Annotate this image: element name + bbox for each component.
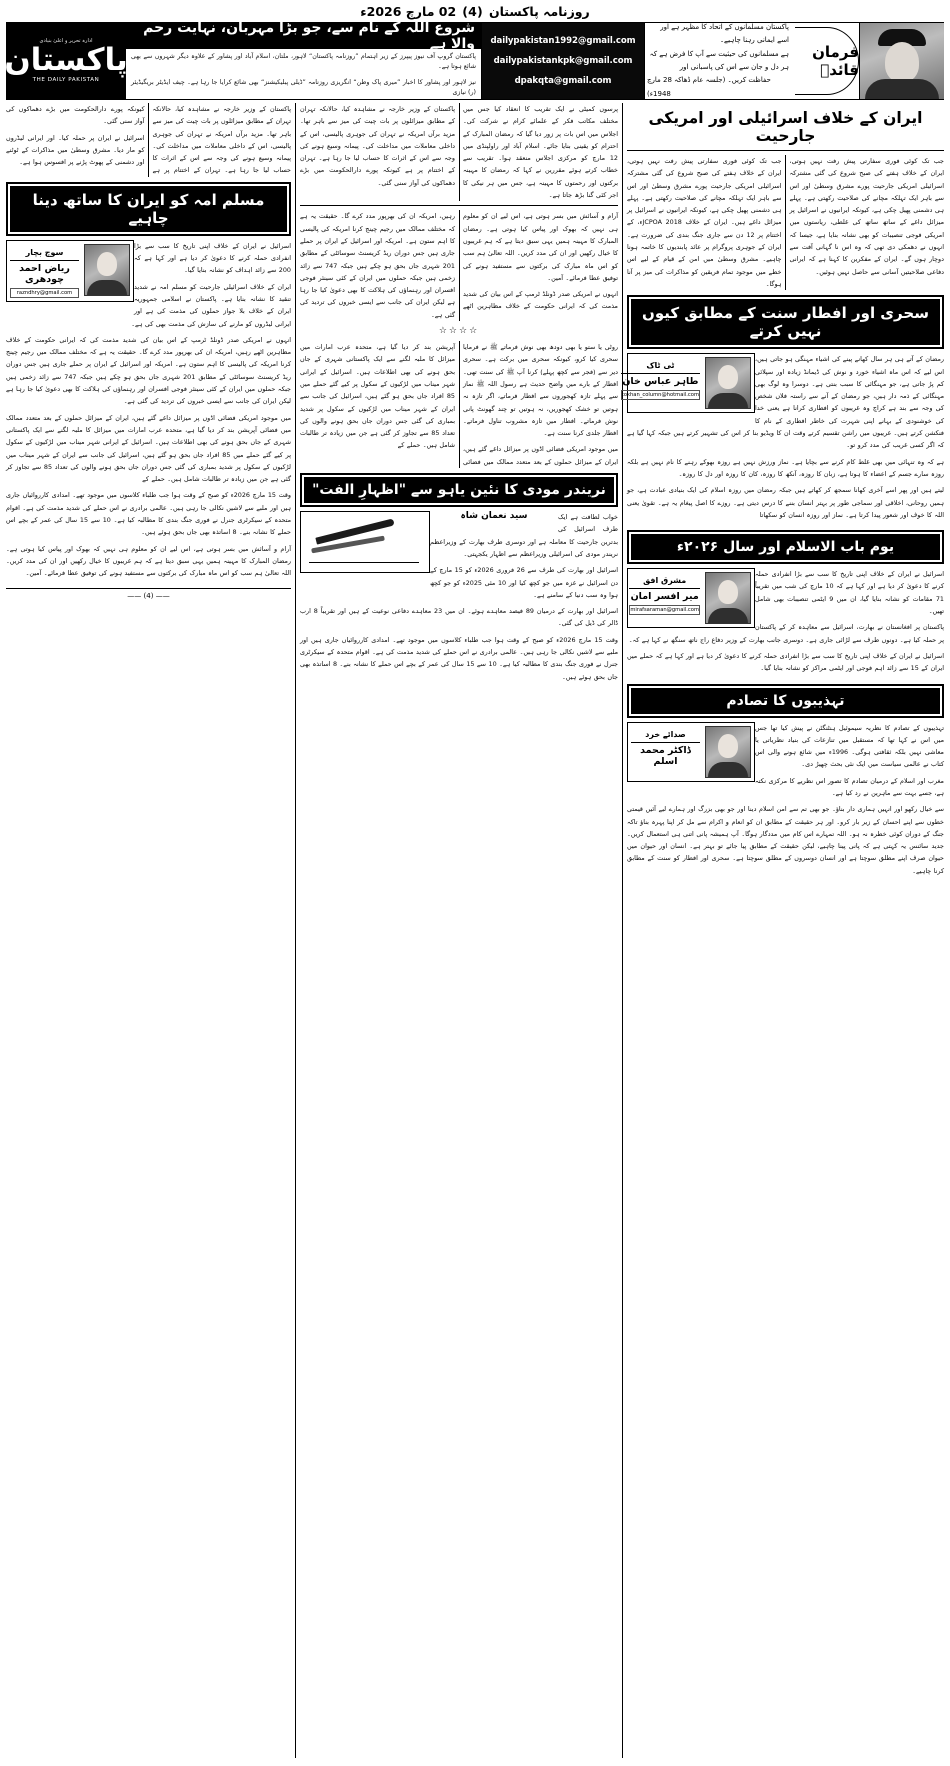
author-head bbox=[718, 734, 738, 758]
paragraph: اسرائیل اور بھارت کی طرف سے 26 فروری 2026ء کو 15 مارچ کے دن اسرائیل نے غزہ میں جو کچھ کیا اور 10 مئی 2025ء کو جو کچھ ہوا وہ سب دنیا کے سامنے ہے۔ bbox=[430, 566, 618, 599]
author-shoulders bbox=[708, 608, 748, 623]
logo-tagline: ادارہ تحریر و اعلیٰ بنیادی bbox=[39, 38, 93, 45]
byline-yaum bbox=[627, 568, 755, 628]
left-flow-top bbox=[6, 103, 291, 177]
middle-flow-mid bbox=[300, 210, 618, 321]
paragraph: انہوں نے امریکی صدر ڈونلڈ ٹرمپ کے اس بیان کی شدید مذمت کی کہ ایرانی حکومت کے خلاف مظاہرین اٹھے رہیں، امریکہ ان کی بھرپور مدد کرے گا۔ حقیقت یہ ہے کہ مختلف ممالک میں رجیم چینج کرنا امریکہ کی پالیسی کا اہم ستون ہے۔ امریکہ اور اسرائیل کے ایران پر حملے جاری ہیں جس دوران ریڈ کریسنٹ سوسائٹی کے مطابق 201 شہری جاں بحق ہو چکے ہیں جبکہ 747 سے زائد زخمی ہیں جبکہ حملوں میں ایران کے کئی سینئر فوجی افسران اور رہنماؤں کی ہلاکت کا بھی دعویٰ کیا جا رہا ہے لیکن ایران کی جانب سے ایسی خبروں کی تردید کی گئی ہے۔ bbox=[300, 212, 618, 319]
author-name-modi: سید نعمان شاہ bbox=[460, 511, 528, 522]
middle-flow-top bbox=[300, 103, 618, 201]
paragraph: اسرائیل اور بھارت کے درمیان 89 فیصد معاہدے ہوئے۔ ان میں 23 معاہدے دفاعی نوعیت کے ہیں اور تقریباً 8 ارب ڈالر کی ڈیل کی گئی۔ bbox=[300, 607, 618, 628]
logo-name-urdu: پاکستان bbox=[4, 42, 128, 79]
paragraph: جب تک کوئی فوری سفارتی پیش رفت نہیں ہوتی، ایران کے خلاف ہفتے کی صبح شروع کی گئی مشترکہ اسرائیلی امریکی جارحیت پورے مشرق وسطیٰ اور اس سے باہر ایک تہلکہ مچانے کی صلاحیت رکھتی ہے۔ پہلے ہی دشمنی پھیل چکی ہے، کیونکہ ایرانیوں نے اسرائیل پر میزائل داغے ہیں۔ ایران کے خلاف JCPOA 2018ء، کے اختتام پر 12 دن سے جاری جنگ بندی کی ضرورت ہے۔ ایران کے جوہری پروگرام پر عائد پابندیوں کا خاتمہ ہونا چاہیے۔ مشرق وسطیٰ میں امن کے قیام کے لیے اس خطے میں موجود تمام فریقین کو مذاکرات کی میز پر آنا ہوگا۔ bbox=[627, 157, 782, 288]
paragraph: آرام و آسائش میں بسر ہوتی ہے، اس لیے ان کو معلوم ہی نہیں کہ بھوک اور پیاس کیا ہوتی ہے۔ رمضان المبارک کا مہینہ ہمیں یہی سبق دیتا ہے کہ ہم غریبوں کا خیال رکھیں اور ان کی مدد کریں۔ اللہ تعالیٰ ہم سب کو اس ماہ مبارک کی برکتوں سے مستفید ہونے کی توفیق عطا فرمائے۔ آمین۔ bbox=[6, 544, 291, 578]
column-name: سوچ بچار bbox=[25, 247, 64, 257]
headline-iran-aggression: ایران کے خلاف اسرائیلی اور امریکی جارحیت bbox=[627, 107, 944, 151]
paragraph: پرسوں کمیٹی نے ایک تقریب کا انعقاد کیا جس میں مختلف مکاتب فکر کے علمائے کرام نے شرکت کی۔ اجلاس میں اس بات پر زور دیا گیا کہ رمضان المبارک کے احترام کو یقینی بنایا جائے۔ اسلام آباد اور راولپنڈی میں 12 مارچ کو مرکزی اجلاس منعقد ہوا۔ تقریب سے خطاب کرتے ہوئے مقررین نے کہا کہ رمضان کا مہینہ برکتوں اور رحمتوں کا مہینہ ہے، جس میں ہر نیکی کا اجر کئی گنا بڑھ جاتا ہے۔ bbox=[463, 105, 618, 200]
byline-meta bbox=[631, 726, 700, 767]
author-shoulders bbox=[87, 280, 127, 295]
paragraph: سے خیال رکھو اور انہیں ہماری دار بناؤ۔ جو بھی تم سے امن اسلام دینا اور جو بھی بزرگ اور ہمارے لیے آئیں قیمتی خطوں سے اپنے احسان کے زیر بار کرو۔ اور ہر حقیقت کے مطابق ان کو انعام و اکرام سے مل کر اپنا پہرہ بناؤ تاکہ جنگ کے دوران کوئی خطرہ نہ ہو۔ اللہ تمہارے اس کام میں مددگار ہوگا۔ آپ ہمیشہ پانی اتنی ہی استعمال کریں۔ جدید سائنس یہ کہتی ہے کہ پانی پینا چاہیے، لیکن حقیقت کے مطابق پیا جائے تو بہتر ہے۔ انسان اور حیوان میں حیوان صرف اپنے مطلق سوچتا ہے اور انسان دوسروں کے مطلق سوچتا ہے۔ سحری اور افطار کو سنت کے مطابق کرنا چاہیے۔ bbox=[627, 805, 944, 875]
masthead bbox=[6, 22, 944, 100]
article-yaum-top bbox=[627, 568, 944, 678]
star-divider: ☆☆☆☆ bbox=[438, 326, 480, 337]
publication-name: روزنامہ پاکستان bbox=[488, 3, 590, 19]
byline-clash bbox=[627, 722, 755, 782]
author-name: ریاض احمد چودھری bbox=[10, 260, 79, 285]
quaid-quote-lines bbox=[645, 23, 795, 99]
paragraph: آرام و آسائش میں بسر ہوتی ہے، اس لیے ان کو معلوم ہی نہیں کہ بھوک اور پیاس کیا ہوتی ہے۔ رمضان المبارک کا مہینہ ہمیں یہی سبق دیتا ہے کہ ہم غریبوں کا خیال رکھیں اور ان کی مدد کریں۔ اللہ تعالیٰ ہم سب کو اس ماہ مبارک کی برکتوں سے مستفید ہونے کی توفیق عطا فرمائے۔ آمین۔ bbox=[463, 212, 618, 282]
author-shoulders bbox=[708, 762, 748, 777]
quaid-coat bbox=[865, 79, 939, 99]
paragraph: اسرائیل نے ایران پر حملہ کیا۔ اور ایرانی لیڈروں کو مار دیا۔ مشرق وسطیٰ میں مذاکرات کے ٹوٹنے اور دشمنی کے پھوٹ پڑنے پر افسوس ہوا ہے۔ bbox=[6, 133, 145, 167]
paragraph: خواب لطافت ہے ایک طرف اسرائیل کی بدترین جارحیت کا معاملہ ہے اور دوسری طرف بھارت کے وزیراعظم نریندر مودی کی اسرائیلی وزیراعظم سے اظہار یکجہتی۔ bbox=[430, 513, 618, 558]
author-name: طاہر عباس خان bbox=[621, 373, 700, 387]
quaid-quote-line-1: پاکستان مسلمانوں کے اتحاد کا مظہر ہے اور اسے ایمانی رہنا چاہیے۔ bbox=[660, 23, 789, 45]
paragraph: پاکستان کے وزیر خارجہ نے مشاہدہ کیا، حالانکہ تہران کے مطابق میزائلوں پر بات چیت کی میز سے باہر تھا۔ مزید برآں امریکہ نے تہران کی جوہری پالیسی، اس کے داخلی معاملات میں مداخلت کی۔ پیمانہ وسیع ہونے کی وجہ سے اس کے اثرات کا حساب لیا جا رہا ہے۔ تہران کے اختتام پر ہے کیونکہ پورے دارالحکومت میں بڑے دھماکوں کی آواز سنی گئی۔ bbox=[6, 105, 291, 175]
paragraph: اسرائیل نے ایران کے خلاف اپنی تاریخ کا سب سے بڑا انفرادی حملہ کرنے کا دعویٰ کر دیا ہے اور کہا ہے کہ حملے میں ایران کے 15 سے زائد اہم فوجی اور ایٹمی مراکز کو نشانہ بنایا گیا۔ bbox=[627, 651, 944, 673]
quaid-quote-badge-label: فرمان قائدؒ bbox=[812, 43, 859, 79]
paragraph: پاکستان کے وزیر خارجہ نے مشاہدہ کیا، حالانکہ تہران کے مطابق میزائلوں پر بات چیت کی میز سے باہر تھا۔ مزید برآں امریکہ نے تہران کی جوہری پالیسی، اس کے داخلی معاملات میں مداخلت کی۔ پیمانہ وسیع ہونے کی وجہ سے اس کے اثرات کا حساب لیا جا رہا ہے۔ تہران کے اختتام پر ہے کیونکہ پورے دارالحکومت میں بڑے دھماکوں کی آواز سنی گئی۔ bbox=[300, 105, 455, 187]
article-sehri-top bbox=[621, 353, 944, 525]
column-zone-middle bbox=[295, 103, 622, 1758]
headline-yaum-bab-ul-islam: یوم باب الاسلام اور سال ۲۰۲۶ء bbox=[627, 530, 944, 564]
contact-emails-block bbox=[481, 23, 644, 99]
paragraph: ایران کے خلاف اسرائیلی جارحیت کو مسلم امہ نے شدید تنقید کا نشانہ بنایا ہے۔ پاکستان نے اسلامی جمہوریہ ایران کے خلاف بلا جواز حملوں کی مذمت کی ہے اور ایرانی لیڈروں کو مارنے کی سازش کی مذمت بھی کی ہے۔ bbox=[131, 282, 291, 328]
masthead-logo bbox=[4, 23, 128, 99]
article-clash-top bbox=[627, 722, 944, 882]
column-name: صدائے خرد bbox=[645, 729, 686, 739]
page-number: (4) bbox=[462, 3, 483, 19]
byline-meta bbox=[629, 572, 700, 615]
paragraph: لیتے ہیں اور پھر اسے آخری کھانا سمجھ کر کھاتے ہیں جبکہ رمضان میں روزہ اسلام کی ایک بنیادی عبادت ہے، جو ہمیں روحانی، اخلاقی اور سماجی طور پر بہتر انسان بننے کا درس دیتی ہے۔ روزے کا اصل پیغام یہ ہے۔ تقویٰ یعنی اللہ کا خوف اور شعور پیدا کرتا ہے۔ نماز اور روزہ انسان کو سکھاتا bbox=[627, 486, 944, 519]
paragraph: تہذیبوں کے تصادم کا نظریہ سیموئیل ہنٹنگٹن نے پیش کیا تھا جس میں اس نے کہا تھا کہ مستقبل میں تنازعات کی بنیاد نظریاتی یا معاشی نہیں بلکہ ثقافتی ہوگی۔ 1996ء میں شائع ہونے والی اس کتاب نے عالمی سیاست میں ایک نئی بحث چھیڑ دی۔ bbox=[755, 723, 944, 769]
headline-muslim-ummah-iran: مسلم امہ کو ایران کا ساتھ دینا چاہیے bbox=[6, 182, 291, 236]
paragraph: میں موجود امریکی فضائی اڈوں پر میزائل داغے گئے ہیں، ایران کے میزائل حملوں کے بعد متعدد ممالک میں فضائی آپریشن بند کر دیا گیا ہے، متحدہ عرب امارات میں میزائل کا ملبہ لگنے سے ایک پاکستانی شہری کے جاں بحق ہونے کی بھی اطلاعات ہیں۔ اسرائیل کے ایرانی شہر میناب میں لڑکیوں کے سکول پر کیے گئے حملے میں 85 افراد جاں بحق ہو گئے ہیں، اسرائیل کی جانب سے ایران کے شہر میناب میں لڑکیوں کے سکول پر شدید بمباری کی گئی جس دوران جاں بحق ہونے والوں کی تعداد 85 سے تجاوز کر گئی ہے جن میں زیادہ تر طالبات شامل ہیں۔ حملے کے bbox=[300, 343, 618, 466]
author-photo bbox=[705, 572, 751, 624]
author-photo bbox=[705, 726, 751, 778]
paragraph: مغرب اور اسلام کے درمیان تصادم کا تصور اس نظریے کا مرکزی نکتہ ہے، جسے بہت سے ماہرین نے رد کیا ہے۔ bbox=[755, 776, 944, 797]
paragraph: رمضان کے آتے ہی ہر سال کھانے پینے کی اشیاء مہنگی ہو جاتی ہیں، اس لیے کہ اس ماہ اشیاء خورد و نوش کی ڈیمانڈ زیادہ اور سپلائی کم پڑ جاتی ہے، جو مہنگائی کا سبب بنتی ہے۔ دوسرا وہ لوگ بھی مہنگائی کے ذمہ دار ہیں، جو رمضان کے آنے سے راستہ فلاں شخص کی وجہ سے بند ہے کراچ وہ غریبوں کو افطاری کرانا ہے یعنی خدا کی خوشنودی کے بہانے اپنی شہرت کی خاطر افطاری کے نام کا فنکشن کرتے ہیں۔ غریبوں میں راشن تقسیم کرتے وقت ان کا ویڈیو بنا کر اس کی تشہیر کرتے ہیں جبکہ کہا گیا ہے کہ اگر کسی غریب کی مدد کرو تو۔ bbox=[627, 355, 944, 450]
column-name: مشرق افق bbox=[643, 576, 687, 586]
bismillah-block bbox=[125, 20, 481, 99]
author-photo bbox=[84, 244, 130, 296]
byline-ummah bbox=[6, 240, 134, 302]
date-bar bbox=[6, 0, 944, 22]
paragraph: میں موجود امریکی فضائی اڈوں پر میزائل داغے گئے ہیں، ایران کے میزائل حملوں کے بعد متعدد ممالک میں فضائی آپریشن بند کر دیا گیا ہے، متحدہ عرب امارات میں میزائل کا ملبہ لگنے سے ایک پاکستانی شہری کے جاں بحق ہونے کی بھی اطلاعات ہیں۔ اسرائیل کے ایرانی شہر میناب میں لڑکیوں کے سکول پر کیے گئے حملے میں 85 افراد جاں بحق ہو گئے ہیں، اسرائیل کی جانب سے ایران کے شہر میناب میں لڑکیوں کے سکول پر شدید بمباری کی گئی جس دوران جاں بحق ہونے والوں کی تعداد 85 سے تجاوز کر گئی ہے جن میں زیادہ تر طالبات شامل ہیں۔ حملے کے bbox=[6, 413, 291, 484]
quaid-quote-line-2: ہے مسلمانوں کی حیثیت سے آپ کا فرض ہے کہ ہر دل و جان سے اس کی پاسبانی اور bbox=[649, 49, 789, 71]
divider bbox=[300, 205, 618, 206]
author-photo bbox=[705, 357, 751, 409]
article-iran-body bbox=[627, 155, 944, 290]
byline-meta bbox=[621, 357, 700, 400]
page-footer-mark: —— (4) —— bbox=[6, 588, 291, 600]
quaid-quote-source: حفاظت کریں۔ (جلسہ عام ڈھاکہ 28 مارچ 1948ء) bbox=[647, 76, 771, 98]
bismillah-banner: شروع اللہ کے نام سے، جو بڑا مہربان، نہایت رحم والا ہے bbox=[126, 23, 481, 49]
column-zone-right bbox=[622, 103, 944, 1758]
byline-sehri bbox=[621, 353, 755, 413]
author-email[interactable]: tokhan_column@hotmail.com bbox=[621, 392, 699, 399]
author-head bbox=[97, 252, 117, 276]
email-2[interactable]: dailypakistankpk@gmail.com bbox=[493, 56, 633, 66]
byline-meta bbox=[10, 244, 79, 298]
email-1[interactable]: dailypakistan1992@gmail.com bbox=[490, 36, 636, 46]
paragraph: روٹی یا ستو یا بھی دودھ بھی نوش فرماتے ﷺ نے فرمایا سحری کیا کرو، کیونکہ سحری میں برکت ہے۔ سحری دیر سے (فجر سے کچھ پہلے) کرنا آپ ﷺ کی سنت تھی۔ افطار کے بارے میں واضح حدیث ہے رسول اللہ ﷺ نماز سے پہلے تازہ کھجوروں سے افطار فرماتے، اگر تازہ نہ ہوتیں تو خشک کھجوریں، نہ ہوتیں تو چند گھونٹ پانی نوش فرماتے۔ افطار میں تازہ مشروب تناول فرماتے۔ افطار جلدی کرنا سنت ہے۔ bbox=[463, 343, 618, 438]
publisher-note-1: پاکستان گروپ آف نیوز پیپرز کے زیر اہتمام ”روزنامہ پاکستان“ لاہور، ملتان، اسلام آباد اور پشاور کے علاوہ دیگر شہروں سے بھی شائع ہوتا ہے۔ bbox=[131, 53, 476, 71]
author-email[interactable]: razndhry@gmail.com bbox=[10, 288, 79, 298]
paragraph: پاکستان پر افغانستان نے بھارت، اسرائیل سے معاہدہ کر کے پاکستان پر حملہ کیا ہے۔ دونوں طرف سے لڑائی جاری ہے۔ دوسری جانب بھارت کے وزیر دفاع راج ناتھ سنگھ نے کہا ہے کہ۔ bbox=[628, 623, 944, 644]
paragraph: وقت 15 مارچ 2026ء کو صبح کے وقت ہوا جب طلباء کلاسوں میں موجود تھے۔ امدادی کارروائیاں جاری ہیں اور ملبے سے لاشیں نکالی جا رہی ہیں۔ عالمی برادری نے اس حملے کی شدید مذمت کی ہے۔ اقوام متحدہ کے سیکرٹری جنرل نے فوری جنگ بندی کا مطالبہ کیا ہے۔ 10 سے 15 سال کی عمر کے بچے اس حملے کا نشانہ بنے۔ 8 اساتذہ بھی جاں بحق ہوئے ہیں۔ bbox=[300, 635, 619, 681]
author-head bbox=[718, 580, 738, 604]
quaid-quote-badge bbox=[795, 23, 859, 99]
article-modi-top bbox=[300, 511, 618, 687]
paragraph: اسرائیل نے ایران کے خلاف اپنی تاریخ کا سب سے بڑا انفرادی حملہ کرنے کا دعویٰ کر دیا ہے اور کہا ہے کہ 10 مارچ کی شب میں تقریباً 71 مقامات کو نشانہ بنایا گیا، ان میں 9 ایٹمی تنصیبات بھی شامل تھیں۔ bbox=[755, 570, 944, 616]
author-shoulders bbox=[708, 393, 748, 408]
column-name: ٹی ٹاک bbox=[646, 361, 675, 371]
headline-modi-alfat: نریندر مودی کا نئین یاہو سے "اظہارِ الفت" bbox=[300, 473, 618, 507]
paragraph: ہے کہ وہ تنہائی میں بھی غلط کام کرنے سے بچایا ہے۔ نماز ورزش نہیں ہے روزہ بھوکے رہنے کا نام نہیں ہے بلکہ روزہ سارے جسم کے اعضاء کا ہوتا ہے، زبان کا روزہ، آنکھ کا روزہ، کان کا روزہ اور دل کا روزہ۔ bbox=[627, 457, 944, 478]
quaid-portrait bbox=[859, 23, 944, 99]
author-email[interactable]: mirafsaraman@gmail.com bbox=[630, 607, 699, 614]
paragraph: انہوں نے امریکی صدر ڈونلڈ ٹرمپ کے اس بیان کی شدید مذمت کی کہ ایرانی حکومت کے خلاف مظاہرین اٹھے رہیں، امریکہ ان کی بھرپور مدد کرے گا۔ حقیقت یہ ہے کہ مختلف ممالک میں رجیم چینج کرنا امریکہ کی پالیسی کا اہم ستون ہے۔ امریکہ اور اسرائیل کے ایران پر حملے جاری ہیں جس دوران ریڈ کریسنٹ سوسائٹی کے مطابق 201 شہری جاں بحق ہو چکے ہیں جبکہ 747 سے زائد زخمی ہیں جبکہ حملوں میں ایران کے کئی سینئر فوجی افسران اور رہنماؤں کی ہلاکت کا بھی دعویٰ کیا جا رہا ہے لیکن ایران کی جانب سے ایسی خبروں کی تردید کی گئی ہے۔ bbox=[6, 335, 291, 406]
author-head bbox=[718, 365, 738, 389]
headline-clash-civilizations: تہذیبوں کا تصادم bbox=[627, 684, 944, 718]
pen-illustration bbox=[300, 511, 430, 573]
article-ummah-top bbox=[6, 240, 291, 584]
paragraph: وقت 15 مارچ 2026ء کو صبح کے وقت ہوا جب طلباء کلاسوں میں موجود تھے۔ امدادی کارروائیاں جاری ہیں اور ملبے سے لاشیں نکالی جا رہی ہیں۔ عالمی برادری نے اس حملے کی شدید مذمت کی ہے۔ اقوام متحدہ کے سیکرٹری جنرل نے فوری جنگ بندی کا مطالبہ کیا ہے۔ 10 سے 15 سال کی عمر کے بچے اس حملے کا نشانہ بنے۔ 8 اساتذہ بھی جاں بحق ہوئے ہیں۔ bbox=[6, 491, 291, 537]
headline-sehri-iftar: سحری اور افطار سنت کے مطابق کیوں نہیں کرتے bbox=[627, 295, 944, 349]
paragraph: جب تک کوئی فوری سفارتی پیش رفت نہیں ہوتی، ایران کے خلاف ہفتے کی صبح شروع کی گئی مشترکہ اسرائیلی امریکی جارحیت پورے مشرق وسطیٰ اور اس سے باہر ایک تہلکہ مچانے کی صلاحیت رکھتی ہے۔ پہلے ہی دشمنی پھیل چکی ہے، کیونکہ ایرانیوں نے اسرائیل پر میزائل داغے کے ساتھ ساتھ کی غلطی، ریاستوں میں امریکی فوجی تنصیبات کو بھی نشانہ بنایا ہے، جیسا کہ انہوں نے دھمکی دی تھی کہ وہ اس نا گہانی آفت سے دوچار ہوں گے۔ ایران کے مفکرین کا کہنا ہے کہ ایرانی دفاعی صلاحیتیں آسانی سے حاصل نہیں ہوئیں۔ bbox=[789, 157, 944, 276]
paragraph: اسرائیل نے ایران کے خلاف اپنی تاریخ کا سب سے بڑا انفرادی حملہ کرنے کا دعویٰ کر دیا ہے اور کہا ہے کہ 200 سے زائد اہداف کو نشانہ بنایا گیا۔ bbox=[134, 241, 291, 275]
column-zone-left bbox=[6, 103, 295, 1758]
email-3[interactable]: dpakqta@gmail.com bbox=[514, 76, 612, 86]
quaid-quote-block bbox=[644, 23, 859, 99]
issue-date: 02 مارچ 2026ء bbox=[360, 3, 457, 19]
author-name: ڈاکٹر محمد اسلم bbox=[631, 742, 700, 767]
quaid-face bbox=[885, 42, 919, 82]
author-name: میر افسر امان bbox=[629, 588, 700, 602]
page-body bbox=[6, 103, 944, 1758]
pen-underline bbox=[309, 562, 419, 563]
publisher-note-2: نیز لاہور اور پشاور کا اخبار ”میری پاک وطن“ انگریزی روزنامہ ”ڈیلی پبلیکیشنز“ بھی شائع کرایا جا رہا ہے۔ چیف ایڈیٹر بریگیڈیئر (ر) نیازی bbox=[131, 78, 476, 97]
middle-flow-low bbox=[300, 341, 618, 468]
logo-name-english: THE DAILY PAKISTAN bbox=[32, 77, 100, 84]
